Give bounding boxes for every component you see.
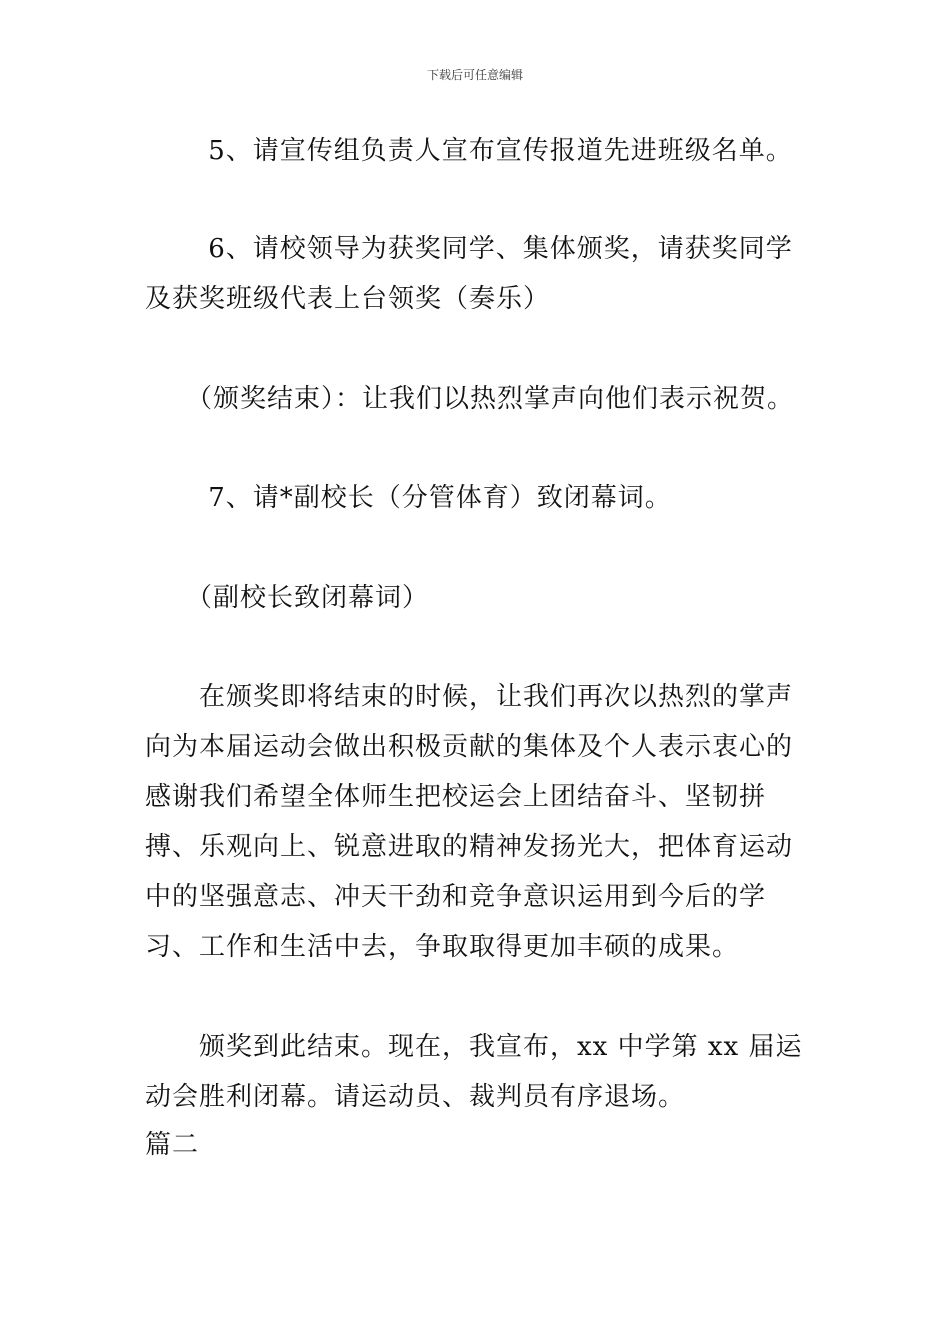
paragraph-item-7: 7、请*副校长（分管体育）致闭幕词。 (145, 483, 672, 513)
paragraph-award-end: （颁奖结束）：让我们以热烈掌声向他们表示祝贺。 (145, 384, 795, 414)
paragraph-item-5: 5、请宣传组负责人宣布宣传报道先进班级名单。 (145, 136, 793, 166)
page-header-note: 下载后可任意编辑 (426, 68, 523, 82)
paragraph-item-6: 6、请校领导为获奖同学、集体颁奖，请获奖同学及获奖班级代表上台领奖（奏乐） (145, 234, 793, 314)
paragraph-thanks: 在颁奖即将结束的时候，让我们再次以热烈的掌声向为本届运动会做出积极贡献的集体及个人表示衷心的感谢我们希望全体师生把校运会上团结奋斗、坚韧拼搏、乐观向上、锐意进取的精神发扬光大，把体育运动中的坚强意志、冲天干劲和竞争意识运用到今后的学习、工作和生活中去，争取取得更加丰硕的成果。 (145, 682, 794, 962)
paragraph-closing-speech: （副校长致闭幕词） (145, 583, 430, 613)
paragraph-closing-announcement: 颁奖到此结束。现在，我宣布，xx 中学第 xx 届运动会胜利闭幕。请运动员、裁判员有序退场。 (145, 1032, 803, 1112)
section-heading-part-two: 篇二 (145, 1130, 200, 1160)
